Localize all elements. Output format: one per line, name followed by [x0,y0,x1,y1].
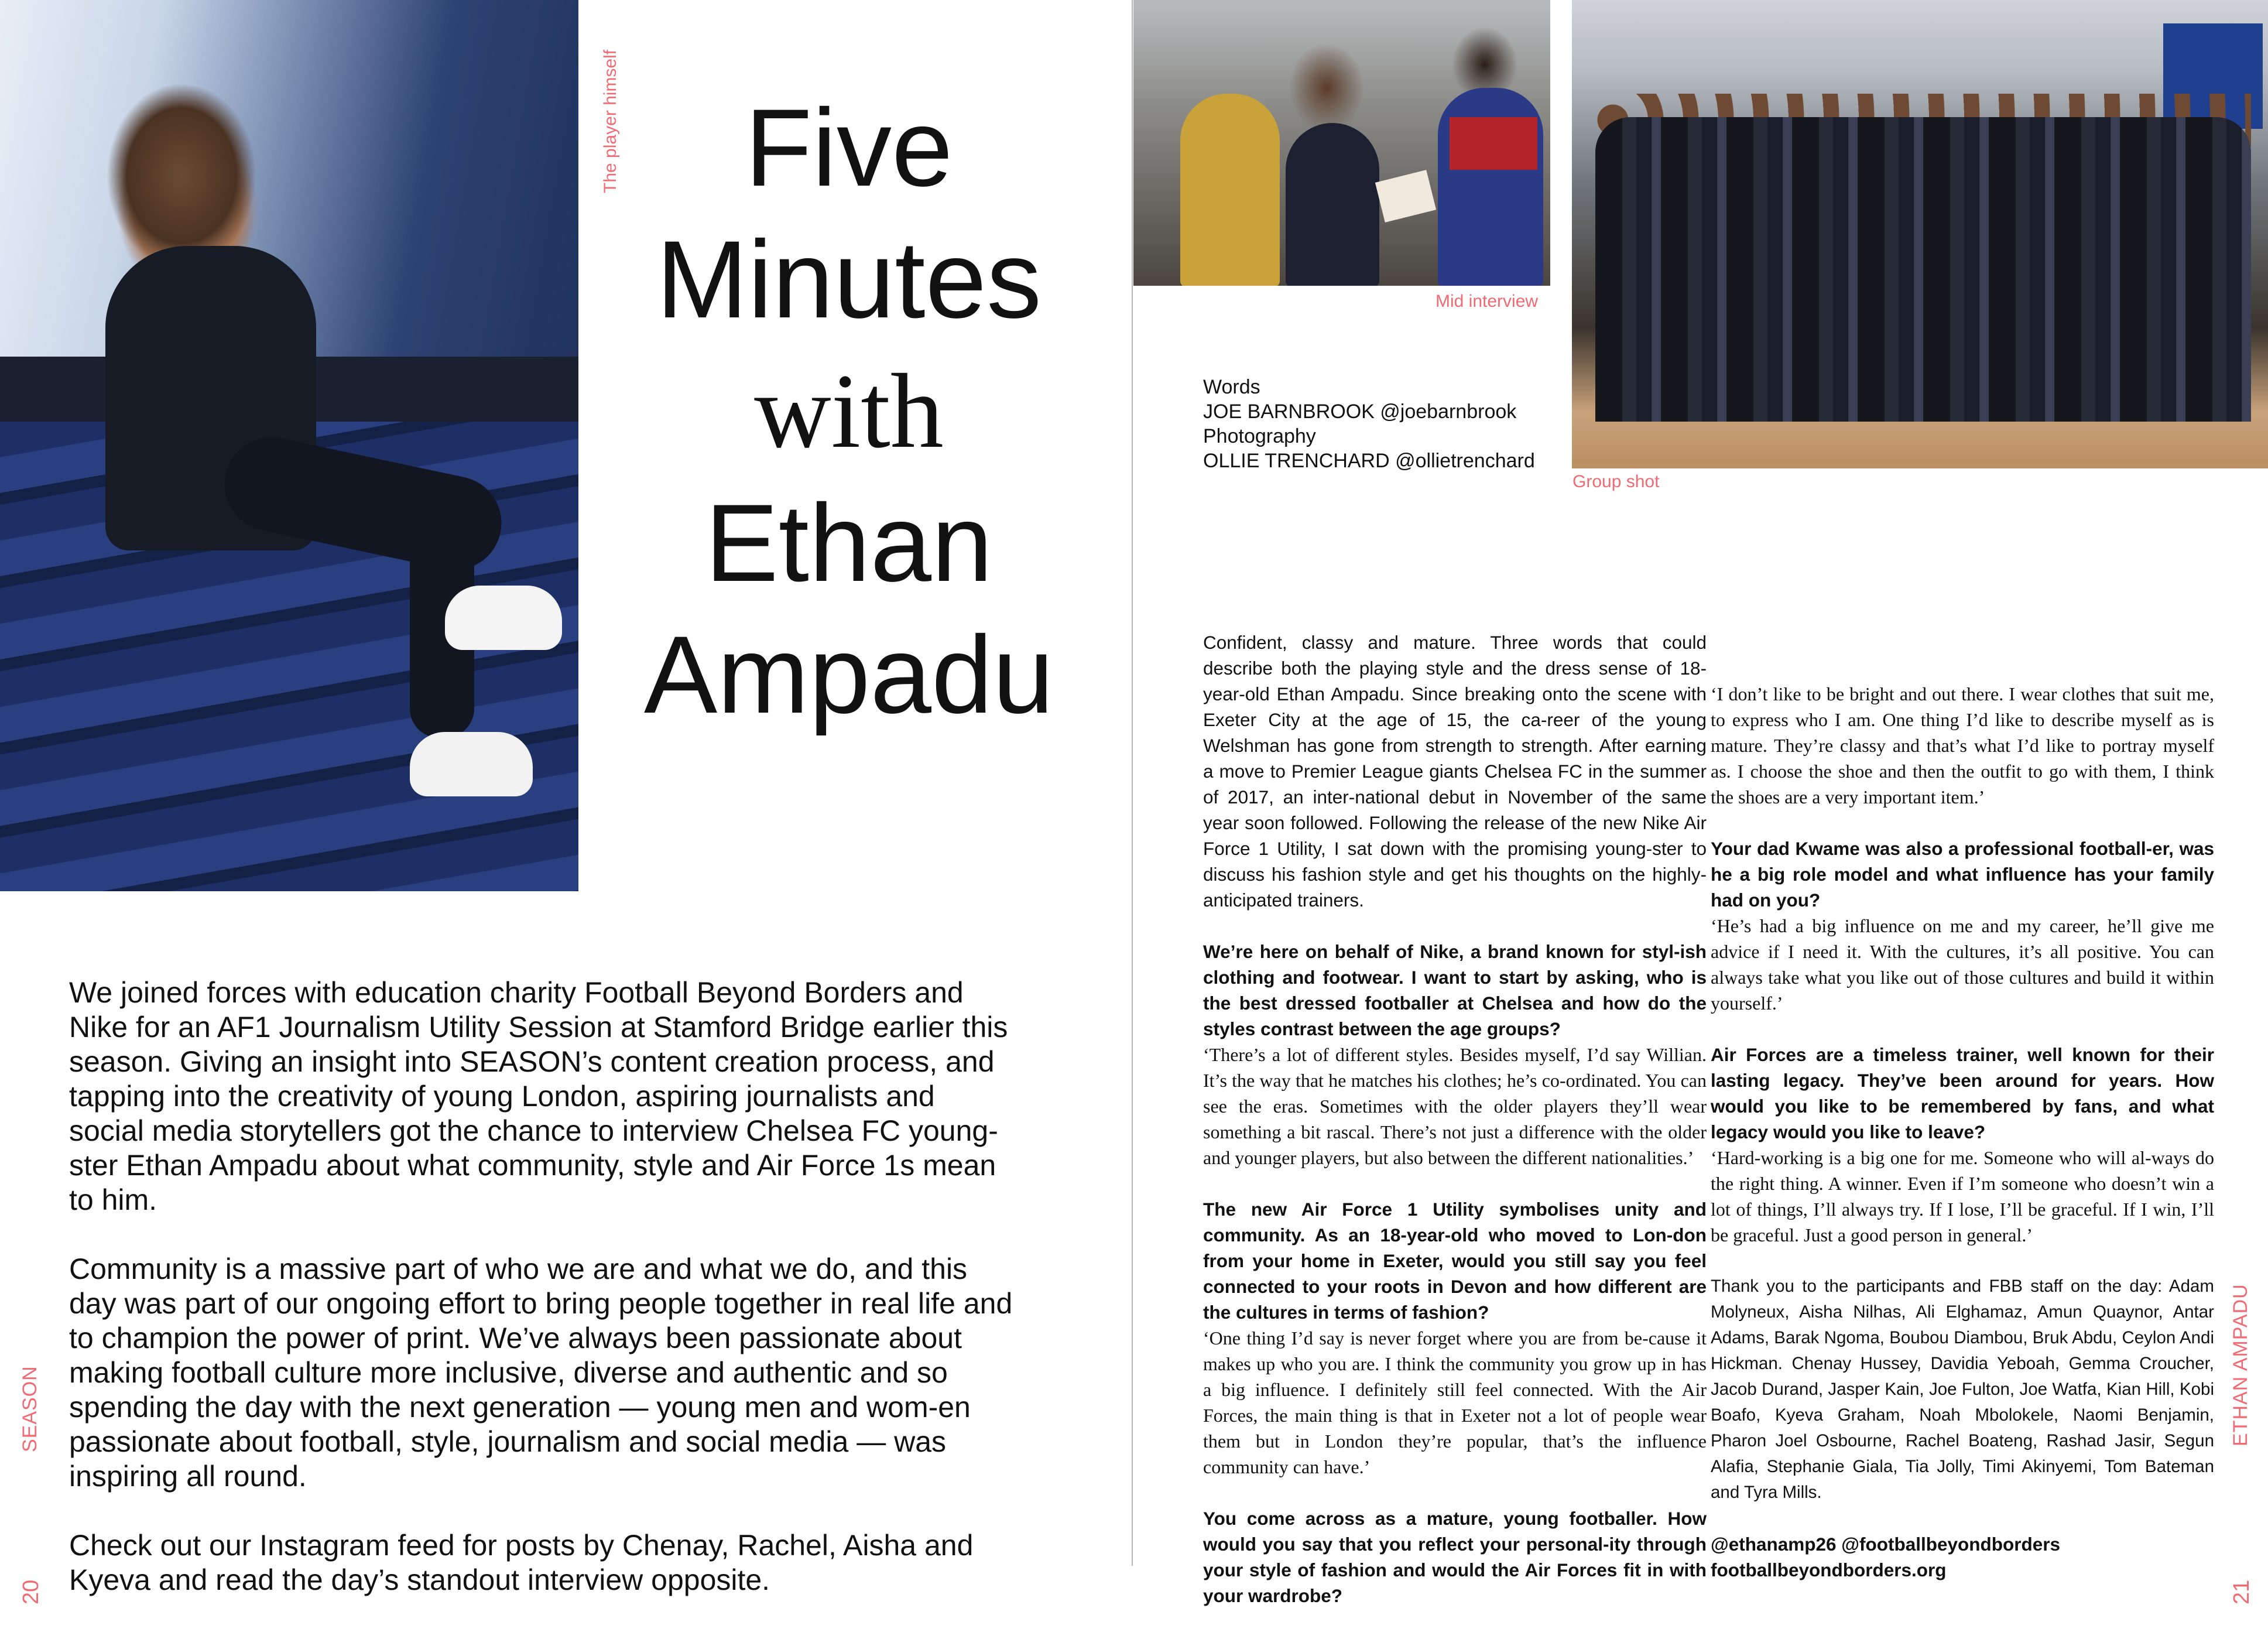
intro-paragraph: We joined forces with education charity Football Beyond Borders and Nike for an AF1 Journalism Utility Session at Stamford Bridge earlier this season. Giving an insight into SEASON’s content creation process, and tapping into the creativity of young London, aspiring journalists and social media storytellers got the chance to interview Chelsea FC young-ster Ethan Ampadu about what community, style and Air Force 1s mean to him. [69,976,1008,1216]
answer: ‘There’s a lot of different styles. Besides myself, I’d say Willian. It’s the way that he matches his clothes; he’s co-ordinated. You can see the eras. Sometimes with the older players they’ll wear something a bit rascal. There’s not just a difference with the older and younger players, but also between the different nationalities.’ [1203,1044,1707,1168]
folio-page-left: 20 [19,1579,43,1604]
title-line: Ampadu [643,613,1054,736]
title-line: with [754,353,944,470]
thanks-note: Thank you to the participants and FBB staff on the day: Adam Molyneux, Aisha Nilhas, Ali Elghamaz, Amun Quaynor, Antar Adams, Barak Ngoma, Boubou Diambou, Bruk Abdu, Ceylon Andi Hickman. Chenay Hussey, Davidia Yeboah, Gemma Croucher, Jacob Durand, Jasper Kain, Joe Fulton, Joe Watfa, Kian Hill, Kobi Boafo, Kyeva Graham, Noah Mbolokele, Naomi Benjamin, Pharon Joel Osbourne, Rachel Boateng, Rashad Jasir, Segun Alafia, Stephanie Giala, Tia Jolly, Timi Akinyemi, Tom Bateman and Tyra Mills. [1711,1277,2214,1502]
credit-photo-name: OLLIE TRENCHARD @ollietrenchard [1203,450,1535,472]
title-line: Five [745,86,953,209]
question: Your dad Kwame was also a professional football-er, was he a big role model and what influence has your family had on you? [1711,838,2214,911]
credit-words-label: Words [1203,376,1260,398]
page-gutter [1132,0,1133,1566]
credits [1203,375,1613,473]
intro-paragraph: Check out our Instagram feed for posts by Chenay, Rachel, Aisha and Kyeva and read the day’s standout interview opposite. [69,1529,974,1596]
answer: ‘One thing I’d say is never forget where you are from be-cause it makes up who you are. I think the community you grow up in has a big influence. I definitely still feel connected. With the Air Forces, the main thing is that in Exeter not a lot of people wear them but in London they’re popular, that’s the influence community can have.’ [1203,1327,1707,1477]
folio-page-right: 21 [2229,1579,2254,1604]
intro-paragraph: Community is a massive part of who we are and what we do, and this day was part of our ongoing effort to bring people together in real life and to champion the power of print. We’ve always been passionate about making football culture more inclusive, diverse and authentic and so spending the day with the next generation — young men and wom-en passionate about football, style, journalism and social media — was inspiring all round. [69,1253,1013,1493]
article-title [585,82,1112,741]
question: You come across as a mature, young footballer. How would you say that you reflect your personal-ity through your style of fashion and would the Air Forces fit in with your wardrobe? [1203,1508,1707,1606]
credit-photo-label: Photography [1203,425,1316,447]
title-line: Minutes [656,218,1042,341]
title-line: Ethan [705,481,993,604]
answer: ‘I don’t like to be bright and out there. I wear clothes that suit me, to express who I am. One thing I’d like to describe myself as is mature. They’re classy and that’s what I’d like to portray myself as. I choose the shoe and then the outfit to go with them, I think the shoes are a very important item.’ [1711,683,2214,807]
intro-text [69,976,1017,1632]
player-figure [1286,123,1379,286]
article-column-2 [1711,629,2214,1583]
interviewer-figure [1180,94,1280,286]
answer: ‘He’s had a big influence on me and my career, he’ll give me advice if I need it. With the cultures, it’s all positive. You can always take what you like out of those cultures and build it within yourself.’ [1711,915,2214,1014]
group-photo [1572,0,2268,468]
player-trainer [445,586,562,650]
article-column-1 [1203,629,1707,1609]
notes-paper [1375,170,1436,223]
caption-interview: Mid interview [1436,292,1539,311]
folio-section-right: ETHAN AMPADU [2229,1284,2252,1446]
group-crowd [1595,117,2251,422]
question: We’re here on behalf of Nike, a brand known for styl-ish clothing and footwear. I want to start by asking, who is the best dressed footballer at Chelsea and how do the styles contrast between the age groups? [1203,941,1707,1039]
credit-words-name: JOE BARNBROOK @joebarnbrook [1203,401,1517,423]
jacket-detail [1450,117,1537,170]
interview-photo [1133,0,1550,286]
caption-player: The player himself [601,49,620,193]
caption-group: Group shot [1572,472,1660,491]
folio-section-left: SEASON [19,1366,41,1452]
website: footballbeyondborders.org [1711,1559,1947,1580]
article-lede: Confident, classy and mature. Three words that could describe both the playing style and the dress sense of 18-year-old Ethan Ampadu. Since breaking onto the scene with Exeter City at the age of 15, the ca-reer of the young Welshman has gone from strength to strength. After earning a move to Premier League giants Chelsea FC in the summer of 2017, an inter-national debut in November of the same year soon followed. Following the release of the new Nike Air Force 1 Utility, I sat down with the promising young-ster to discuss his fashion style and get his thoughts on the highly-anticipated trainers. [1203,632,1707,911]
answer: ‘Hard-working is a big one for me. Someone who will al-ways do the right thing. A winner. Even if I’m someone who doesn’t win a lot of things, I’ll always try. If I lose, I’ll be graceful. If I win, I’ll be graceful. Just a good person in general.’ [1711,1147,2214,1245]
player-trainer-2 [410,732,533,796]
social-handles: @ethanamp26 @footballbeyondborders [1711,1534,2061,1555]
player-photo [0,0,578,891]
question: The new Air Force 1 Utility symbolises unity and community. As an 18-year-old who moved to Lon-don from your home in Exeter, would you still say you feel connected to your roots in Devon and how different are the cultures in terms of fashion? [1203,1199,1707,1323]
question: Air Forces are a timeless trainer, well known for their lasting legacy. They’ve been around for years. How would you like to be remembered by fans, and what legacy would you like to leave? [1711,1044,2214,1142]
